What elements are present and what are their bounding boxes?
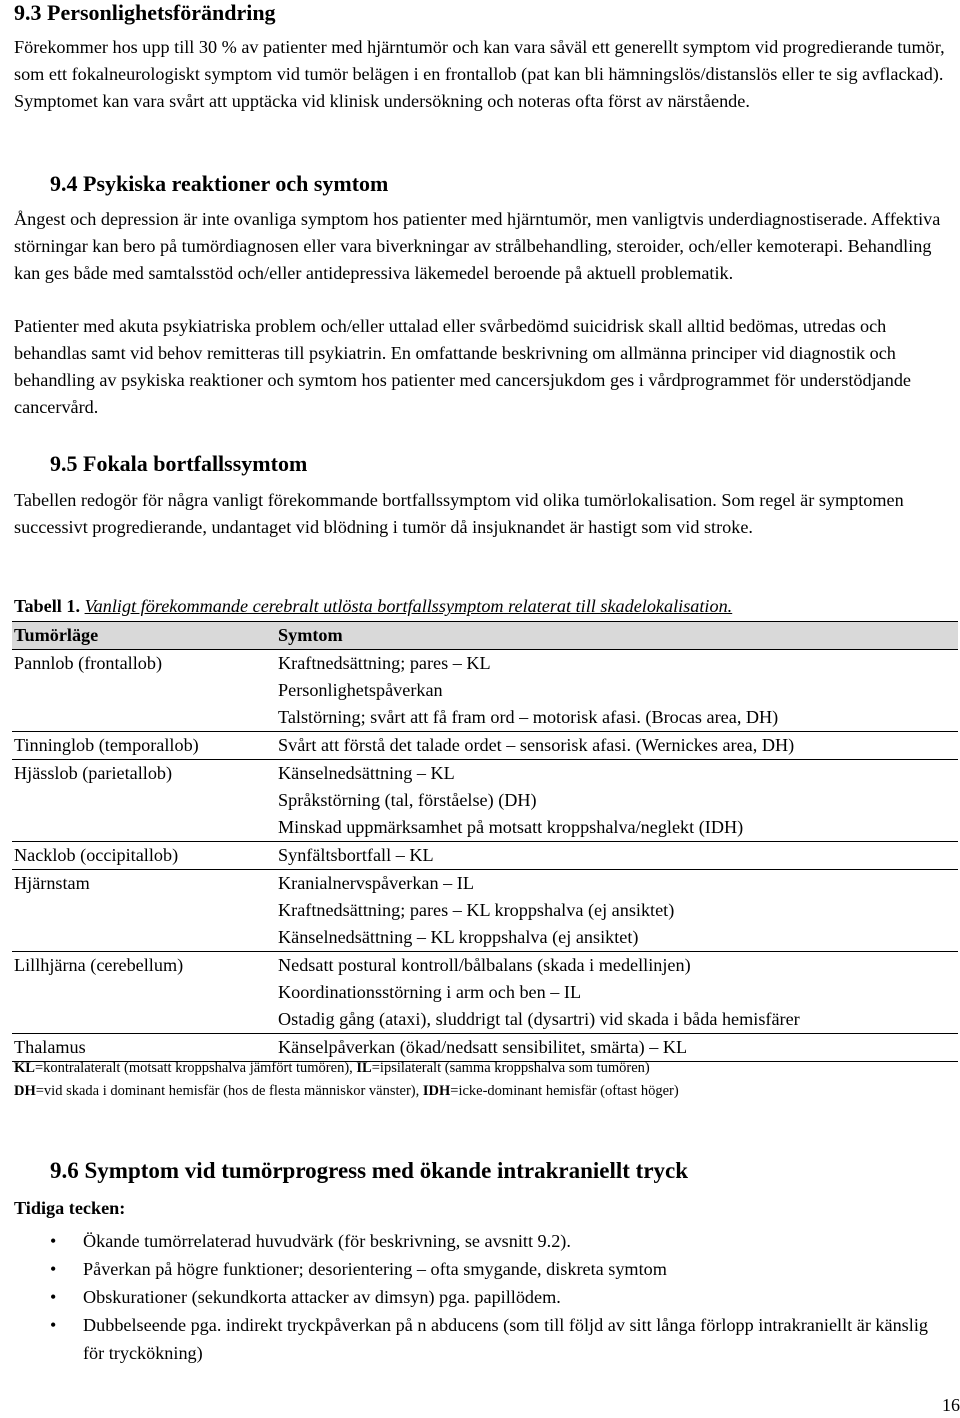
list-item [14,1255,949,1283]
paragraph-9-3: Förekommer hos upp till 30 % av patienter med hjärntumör och kan vara såväl ett generellt symptom vid progredierande tumör, som ett fokalneurologiskt symptom vid tumör belägen i en frontallob (pat kan bli hämningslös/distanslös eller te sig avflackad). Symptomet kan vara svårt att upptäcka vid klinisk undersökning och noteras ofta först av närstående. [14,37,945,111]
symptom-table [12,621,958,1062]
list-item-text: Obskurationer (sekundkorta attacker av dimsyn) pga. papillödem. [83,1287,561,1307]
abbr-il: IL [356,1060,372,1076]
tumor-location-cell: Hjärnstam [12,870,276,952]
list-item-text: Dubbelseende pga. indirekt tryckpåverkan på n abducens (som till följd av sitt långa förlopp intrakraniellt är känslig för tryckökning) [83,1315,928,1363]
tumor-location-cell: Pannlob (frontallob) [12,650,276,732]
list-item-text: Ökande tumörrelaterad huvudvärk (för beskrivning, se avsnitt 9.2). [83,1231,571,1251]
column-header-symptom: Symtom [276,622,958,650]
tumor-location-cell: Lillhjärna (cerebellum) [12,952,276,1034]
table-row [12,870,958,952]
bullet-icon: • [50,1259,57,1279]
list-item [14,1283,949,1311]
section-heading-9-5: 9.5 Fokala bortfallssymtom [50,451,308,476]
table-caption-label: Tabell 1. [14,596,81,616]
table-caption-text: Vanligt förekommande cerebralt utlösta bortfallssymptom relaterat till skadelokalisation. [84,596,733,616]
table-footnote-dh-idh [14,1080,949,1102]
section-heading-9-6: 9.6 Symptom vid tumörprogress med ökande intrakraniellt tryck [50,1158,689,1183]
table-footnote-kl-il [14,1057,949,1079]
symptom-line: Personlighetspåverkan [278,680,443,700]
symptom-line: Kraftnedsättning; pares – KL [278,653,491,673]
early-signs-list [14,1227,949,1367]
bullet-icon: • [50,1287,57,1307]
table-header-row [12,622,958,650]
symptom-line: Nedsatt postural kontroll/bålbalans (skada i medellinjen) [278,955,691,975]
symptom-line: Koordinationsstörning i arm och ben – IL [278,982,582,1002]
paragraph-9-4-b: Patienter med akuta psykiatriska problem och/eller uttalad eller svårbedömd suicidrisk skall alltid bedömas, utredas och behandlas samt vid behov remitteras till psykiatrin. En omfattande beskrivning om allmänna principer vid diagnostik och behandling av psykiska reaktioner och symtom hos patienter med cancersjukdom ges i vårdprogrammet för understödjande cancervård. [14,316,911,417]
symptom-cell [276,842,958,870]
list-item-text: Påverkan på högre funktioner; desorientering – ofta smygande, diskreta symtom [83,1259,667,1279]
table-row [12,952,958,1034]
table-row [12,650,958,732]
table-row [12,732,958,760]
tumor-location-cell: Thalamus [12,1034,276,1062]
tumor-location-cell: Tinninglob (temporallob) [12,732,276,760]
symptom-line: Kraftnedsättning; pares – KL kroppshalva (ej ansiktet) [278,900,675,920]
abbr-kl: KL [14,1060,35,1076]
abbr-idh-text: =icke-dominant hemisfär (oftast höger) [450,1083,679,1099]
list-item [14,1311,949,1367]
symptom-line: Språkstörning (tal, förståelse) (DH) [278,790,537,810]
table-body [12,650,958,1062]
column-header-location: Tumörläge [12,622,276,650]
bullet-icon: • [50,1231,57,1251]
early-signs-subheading: Tidiga tecken: [14,1198,126,1218]
section-heading-9-3: 9.3 Personlighetsförändring [14,0,276,25]
symptom-line: Svårt att förstå det talade ordet – sensorisk afasi. (Wernickes area, DH) [278,735,795,755]
abbr-kl-text: =kontralateralt (motsatt kroppshalva jämfört tumören), [34,1060,357,1076]
paragraph-9-5: Tabellen redogör för några vanligt förekommande bortfallssymptom vid olika tumörlokalisation. Som regel är symptomen successivt progredierande, undantaget vid blödning i tumör då insjuknandet är hastigt som vid stroke. [14,490,904,537]
symptom-cell [276,650,958,732]
symptom-cell [276,952,958,1034]
tumor-location-cell: Nacklob (occipitallob) [12,842,276,870]
abbr-dh-text: =vid skada i dominant hemisfär (hos de flesta människor vänster), [35,1083,423,1099]
page-number: 16 [942,1395,960,1415]
list-item [14,1227,949,1255]
table-row [12,842,958,870]
symptom-line: Synfältsbortfall – KL [278,845,434,865]
abbr-idh: IDH [422,1083,451,1099]
symptom-line: Känselnedsättning – KL [278,763,455,783]
paragraph-9-4-a: Ångest och depression är inte ovanliga symptom hos patienter med hjärntumör, men vanligtvis underdiagnostiserade. Affektiva störningar kan bero på tumördiagnosen eller vara biverkningar av strålbehandling, steroider, och/eller kemoterapi. Behandling kan ges både med samtalsstöd och/eller antidepressiva läkemedel beroende på aktuell problematik. [14,209,941,283]
symptom-line: Minskad uppmärksamhet på motsatt kroppshalva/neglekt (IDH) [278,817,744,837]
bullet-icon: • [50,1315,57,1335]
symptom-cell [276,732,958,760]
symptom-line: Ostadig gång (ataxi), sluddrigt tal (dysartri) vid skada i båda hemisfärer [278,1009,800,1029]
tumor-location-cell: Hjässlob (parietallob) [12,760,276,842]
abbr-il-text: =ipsilateralt (samma kroppshalva som tumören) [371,1060,650,1076]
symptom-cell [276,870,958,952]
symptom-line: Känselnedsättning – KL kroppshalva (ej ansiktet) [278,927,639,947]
abbr-dh: DH [14,1083,36,1099]
symptom-line: Kranialnervspåverkan – IL [278,873,474,893]
symptom-line: Talstörning; svårt att få fram ord – motorisk afasi. (Brocas area, DH) [278,707,779,727]
table-caption [14,593,732,620]
symptom-line: Känselpåverkan (ökad/nedsatt sensibilitet, smärta) – KL [278,1037,688,1057]
symptom-cell [276,760,958,842]
table-row [12,760,958,842]
section-heading-9-4: 9.4 Psykiska reaktioner och symtom [50,171,389,196]
